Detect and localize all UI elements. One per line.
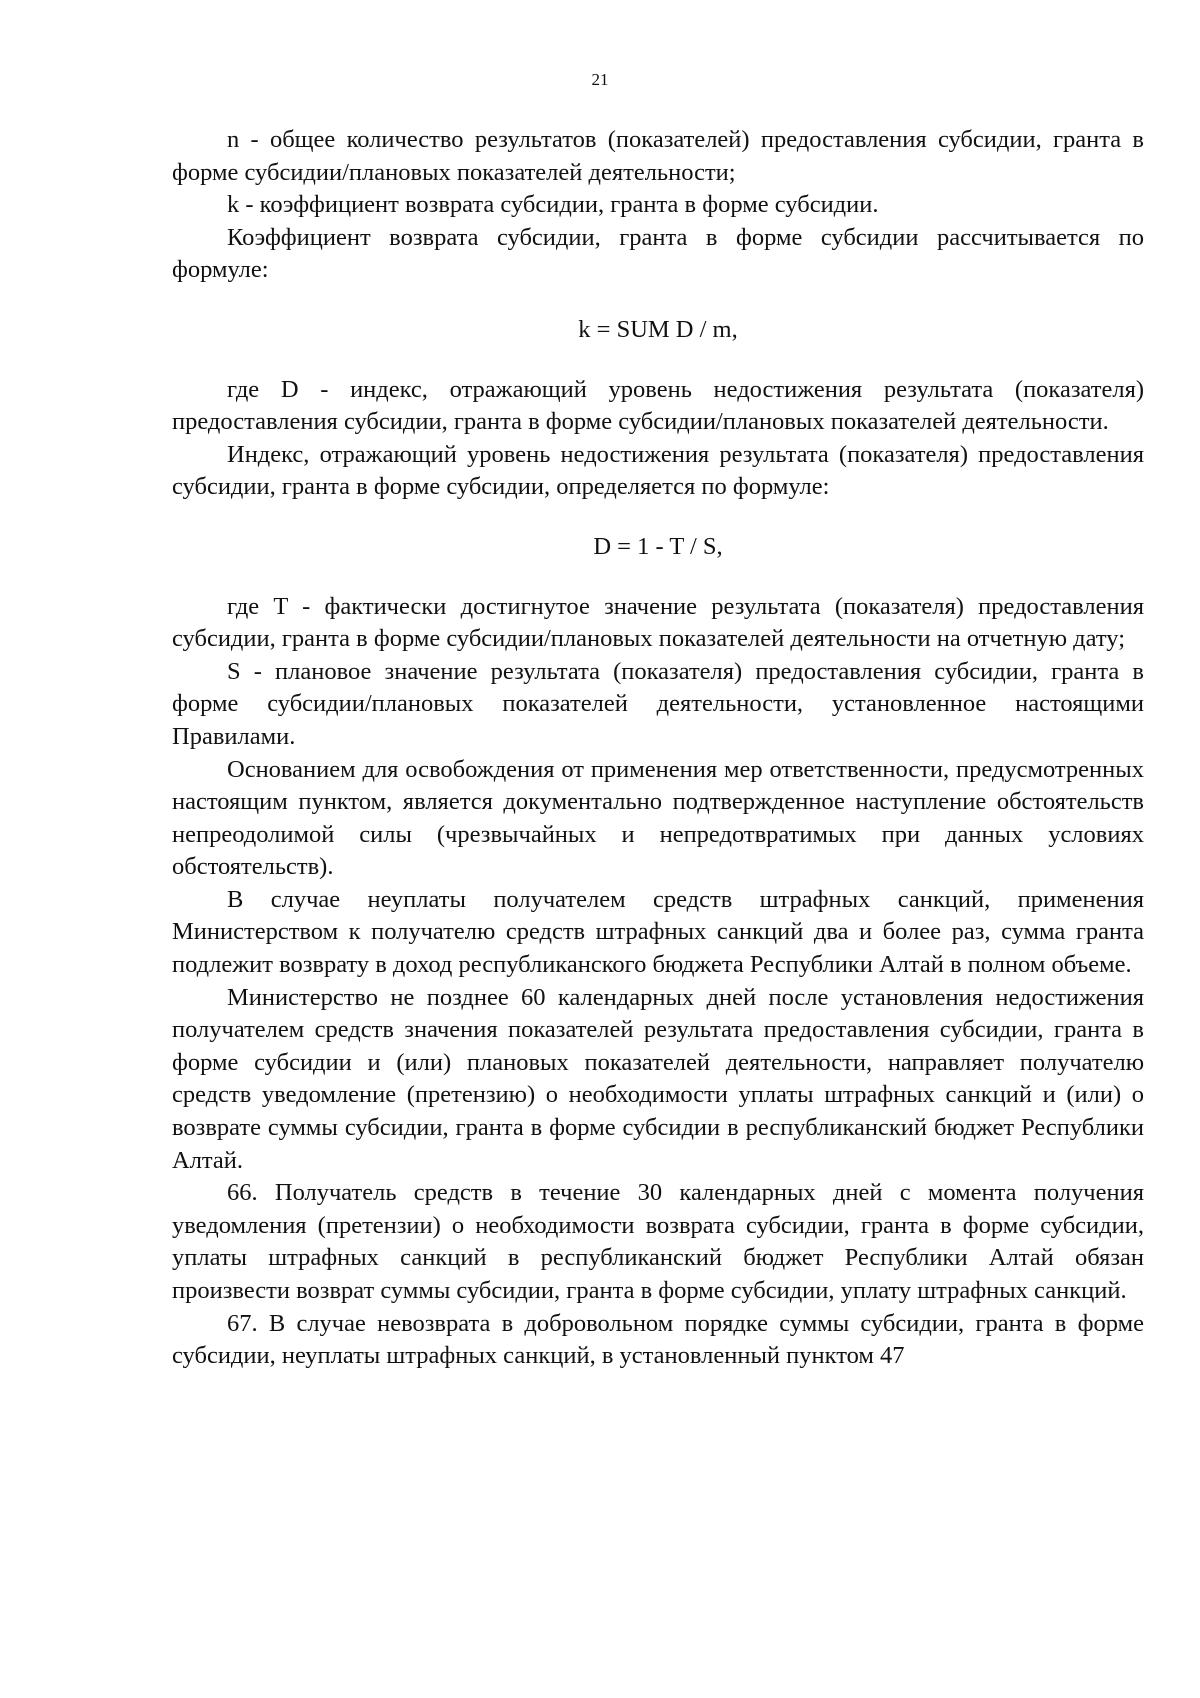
formula-d: D = 1 - T / S, bbox=[593, 532, 723, 560]
paragraph-s-definition: S - плановое значение результата (показателя) предоставления субсидии, гранта в форме субсидии/плановых показателей деятельности, установленное настоящими Правилами. bbox=[172, 657, 1144, 750]
paragraph-ministry-notice: Министерство не позднее 60 календарных дней после установления недостижения получателем средств значения показателей результата предоставления субсидии, гранта в форме субсидии и (или) плановых показателей деятельности, направляет получателю средств уведомление (претензию) о необходимости уплаты штрафных санкций и (или) о возврате суммы субсидии, гранта в форме субсидии в республиканский бюджет Республики Алтай. bbox=[172, 983, 1144, 1174]
document-body bbox=[172, 124, 1144, 1373]
paragraph-n-definition: n - общее количество результатов (показателей) предоставления субсидии, гранта в форме субсидии/плановых показателей деятельности; bbox=[172, 126, 1144, 186]
paragraph-k-formula-intro: Коэффициент возврата субсидии, гранта в форме субсидии рассчитывается по формуле: bbox=[172, 223, 1144, 284]
page-number: 21 bbox=[591, 70, 609, 89]
paragraph-nonpayment: В случае неуплаты получателем средств штрафных санкций, применения Министерством к получателю средств штрафных санкций два и более раз, сумма гранта подлежит возврату в доход республиканского бюджета Республики Алтай в полном объеме. bbox=[172, 885, 1144, 979]
paragraph-d-definition: где D - индекс, отражающий уровень недостижения результата (показателя) предоставления субсидии, гранта в форме субсидии/плановых показателей деятельности. bbox=[172, 375, 1144, 436]
paragraph-t-definition: где T - фактически достигнутое значение результата (показателя) предоставления субсидии, гранта в форме субсидии/плановых показателей деятельности на отчетную дату; bbox=[172, 592, 1144, 653]
paragraph-d-formula-intro: Индекс, отражающий уровень недостижения результата (показателя) предоставления субсидии, гранта в форме субсидии, определяется по формуле: bbox=[172, 440, 1144, 501]
paragraph-clause-67: 67. В случае невозврата в добровольном порядке суммы субсидии, гранта в форме субсидии, неуплаты штрафных санкций, в установленный пунктом 47 bbox=[172, 1309, 1144, 1370]
formula-k: k = SUM D / m, bbox=[578, 315, 738, 343]
paragraph-clause-66: 66. Получатель средств в течение 30 календарных дней с момента получения уведомления (претензии) о необходимости возврата субсидии, гранта в форме субсидии, уплаты штрафных санкций в республиканский бюджет Республики Алтай обязан произвести возврат суммы субсидии, гранта в форме субсидии, уплату штрафных санкций. bbox=[172, 1179, 1144, 1304]
paragraph-k-definition: k - коэффициент возврата субсидии, гранта в форме субсидии. bbox=[227, 191, 879, 219]
paragraph-force-majeure: Основанием для освобождения от применения мер ответственности, предусмотренных настоящим пунктом, является документально подтвержденное наступление обстоятельств непреодолимой силы (чрезвычайных и непредотвратимых при данных условиях обстоятельств). bbox=[172, 755, 1144, 881]
